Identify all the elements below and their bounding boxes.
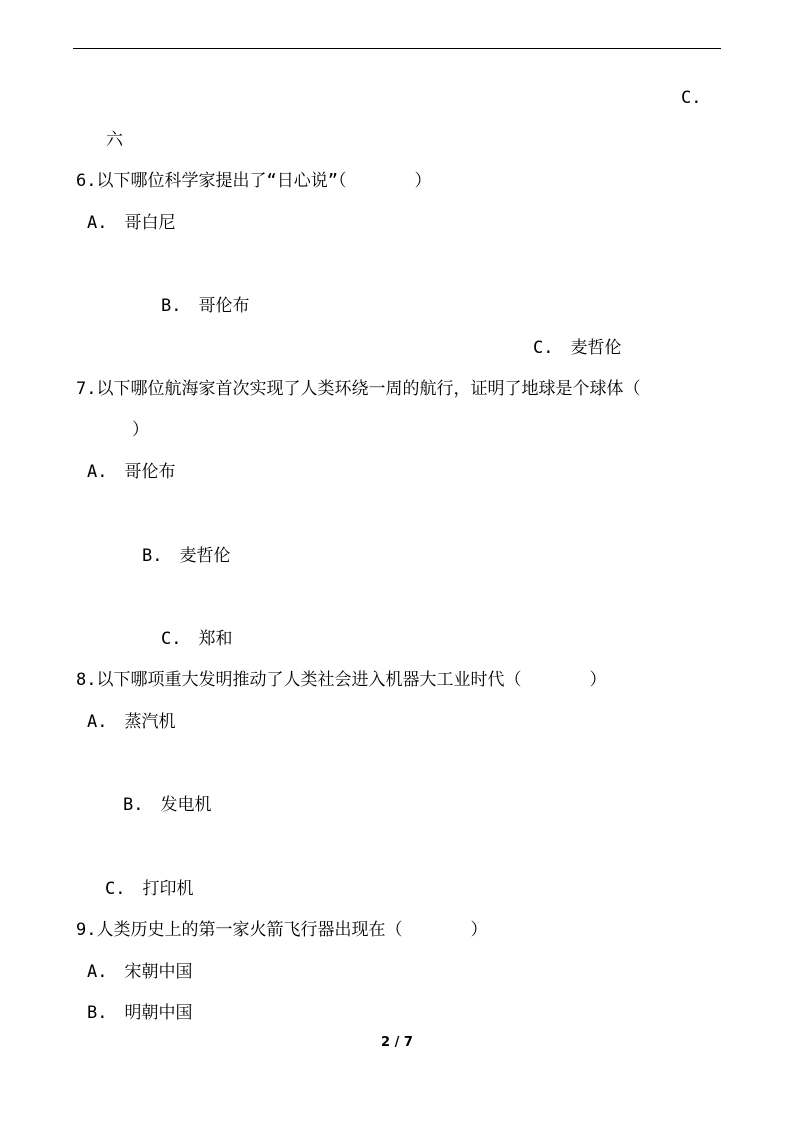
question-8-option-c: C. 打印机 [105, 879, 194, 899]
page-number: 2 / 7 [381, 1035, 413, 1050]
question-9-option-b: B. 明朝中国 [87, 1003, 193, 1023]
header-rule [73, 48, 721, 49]
question-7-option-b: B. 麦哲伦 [142, 546, 231, 566]
question-7-stem: 7.以下哪位航海家首次实现了人类环绕一周的航行，证明了地球是个球体（ [76, 379, 641, 399]
question-7-stem-cont: ） [132, 420, 149, 440]
question-8-stem: 8.以下哪项重大发明推动了人类社会进入机器大工业时代（ ） [76, 670, 607, 690]
question-6-stem: 6.以下哪位科学家提出了“日心说”（ ） [76, 171, 432, 191]
question-9-stem: 9.人类历史上的第一家火箭飞行器出现在（ ） [76, 920, 488, 940]
question-7-option-c: C. 郑和 [161, 629, 233, 649]
question-7-option-a: A. 哥伦布 [87, 462, 176, 482]
question-6-option-a: A. 哥白尼 [87, 213, 176, 233]
question-6-option-b: B. 哥伦布 [161, 296, 250, 316]
question-8-option-b: B. 发电机 [123, 795, 212, 815]
question-8-option-a: A. 蒸汽机 [87, 712, 176, 732]
prev-option-c-label: C. [681, 88, 702, 108]
prev-option-c-text: 六 [106, 130, 123, 150]
question-9-option-a: A. 宋朝中国 [87, 962, 193, 982]
question-6-option-c: C. 麦哲伦 [533, 338, 622, 358]
